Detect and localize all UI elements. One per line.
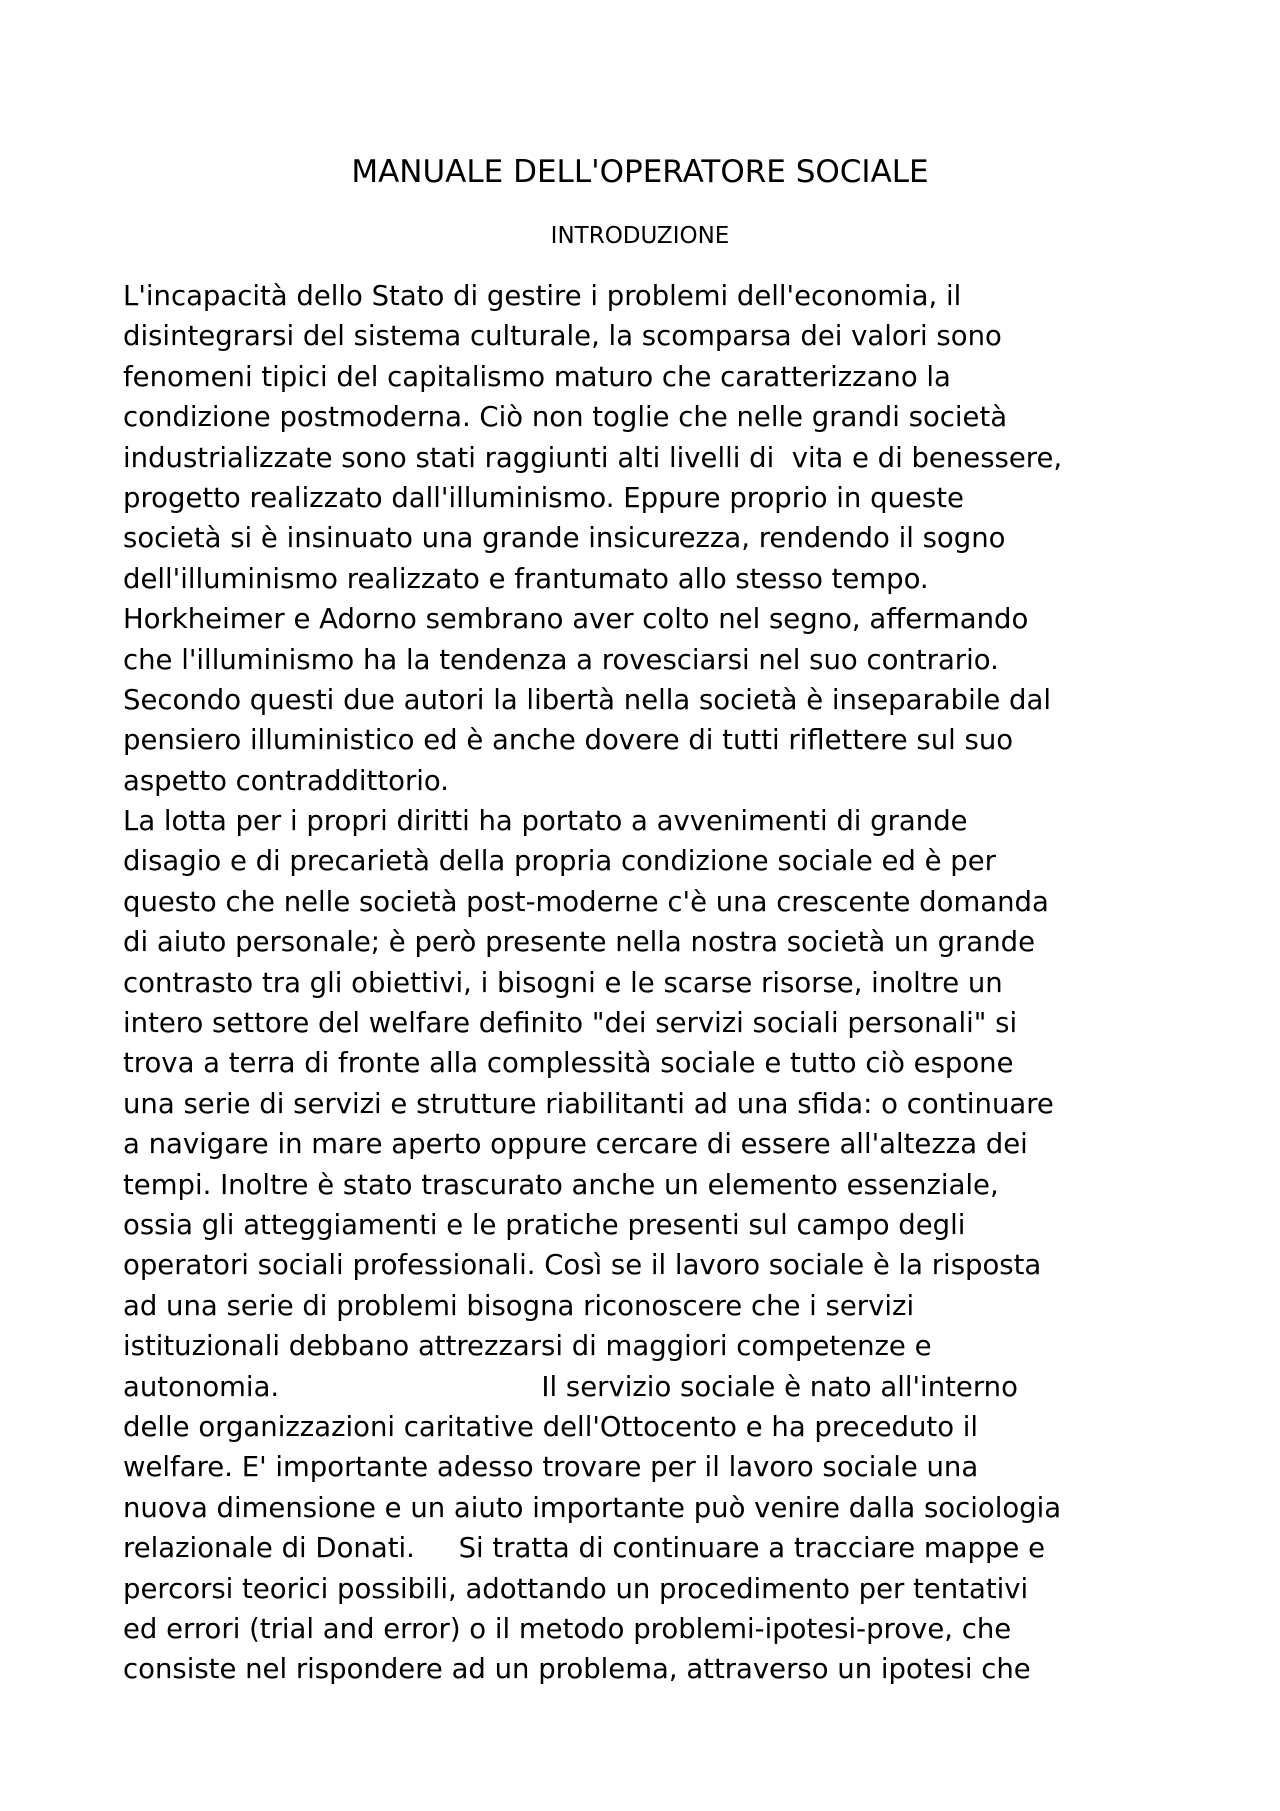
text-line: aspetto contraddittorio. bbox=[123, 764, 449, 797]
text-line: operatori sociali professionali. Così se il lavoro sociale è la risposta bbox=[123, 1249, 1042, 1282]
text-line: autonomia. Il servizio sociale è nato all'interno bbox=[123, 1370, 1018, 1403]
text-line: delle organizzazioni caritative dell'Ottocento e ha preceduto il bbox=[123, 1410, 979, 1443]
text-line: disagio e di precarietà della propria condizione sociale ed è per bbox=[123, 845, 996, 878]
text-line: di aiuto personale; è però presente nella nostra società un grande bbox=[123, 926, 1035, 959]
text-line: L'incapacità dello Stato di gestire i problemi dell'economia, il bbox=[123, 280, 962, 312]
text-line: consiste nel rispondere ad un problema, attraverso un ipotesi che bbox=[123, 1653, 1031, 1686]
text-line: percorsi teorici possibili, adottando un procedimento per tentativi bbox=[123, 1572, 1029, 1605]
text-line: ed errori (trial and error) o il metodo problemi-ipotesi-prove, che bbox=[123, 1612, 1012, 1645]
text-line: industrializzate sono stati raggiunti alti livelli di vita e di benessere, bbox=[123, 441, 1063, 474]
text-line: progetto realizzato dall'illuminismo. Eppure proprio in queste bbox=[123, 481, 964, 514]
text-line: fenomeni tipici del capitalismo maturo che caratterizzano la bbox=[123, 360, 951, 393]
text-line: questo che nelle società post-moderne c'è una crescente domanda bbox=[123, 885, 1049, 918]
text-line: società si è insinuato una grande insicurezza, rendendo il sogno bbox=[123, 522, 1006, 555]
document-title: MANUALE DELL'OPERATORE SOCIALE bbox=[351, 154, 929, 190]
section-heading: INTRODUZIONE bbox=[550, 223, 730, 249]
body-paragraph bbox=[123, 276, 1163, 1690]
text-line: condizione postmoderna. Ciò non toglie che nelle grandi società bbox=[123, 401, 1008, 434]
text-line: tempi. Inoltre è stato trascurato anche un elemento essenziale, bbox=[123, 1168, 999, 1201]
text-line: Secondo questi due autori la libertà nella società è inseparabile dal bbox=[123, 683, 1051, 716]
text-line: istituzionali debbano attrezzarsi di maggiori competenze e bbox=[123, 1330, 932, 1363]
text-line: ossia gli atteggiamenti e le pratiche presenti sul campo degli bbox=[123, 1208, 966, 1241]
text-line: La lotta per i propri diritti ha portato a avvenimenti di grande bbox=[123, 805, 968, 838]
text-line: a navigare in mare aperto oppure cercare di essere all'altezza dei bbox=[123, 1128, 1028, 1161]
text-line: ad una serie di problemi bisogna riconoscere che i servizi bbox=[123, 1289, 915, 1322]
text-line: contrasto tra gli obiettivi, i bisogni e le scarse risorse, inoltre un bbox=[123, 966, 1003, 999]
text-line: relazionale di Donati. Si tratta di continuare a tracciare mappe e bbox=[123, 1532, 1045, 1565]
text-line: nuova dimensione e un aiuto importante può venire dalla sociologia bbox=[123, 1491, 1062, 1524]
text-line: una serie di servizi e strutture riabilitanti ad una sfida: o continuare bbox=[123, 1087, 1054, 1120]
text-line: welfare. E' importante adesso trovare per il lavoro sociale una bbox=[123, 1451, 979, 1484]
text-line: trova a terra di fronte alla complessità sociale e tutto ciò espone bbox=[123, 1047, 1014, 1080]
text-line: intero settore del welfare definito "dei servizi sociali personali" si bbox=[123, 1007, 1018, 1040]
text-line: dell'illuminismo realizzato e frantumato allo stesso tempo. bbox=[123, 562, 929, 595]
text-line: pensiero illuministico ed è anche dovere di tutti riflettere sul suo bbox=[123, 724, 1014, 757]
text-line: che l'illuminismo ha la tendenza a rovesciarsi nel suo contrario. bbox=[123, 643, 999, 676]
text-line: Horkheimer e Adorno sembrano aver colto nel segno, affermando bbox=[123, 603, 1029, 636]
text-line: disintegrarsi del sistema culturale, la scomparsa dei valori sono bbox=[123, 320, 1002, 353]
